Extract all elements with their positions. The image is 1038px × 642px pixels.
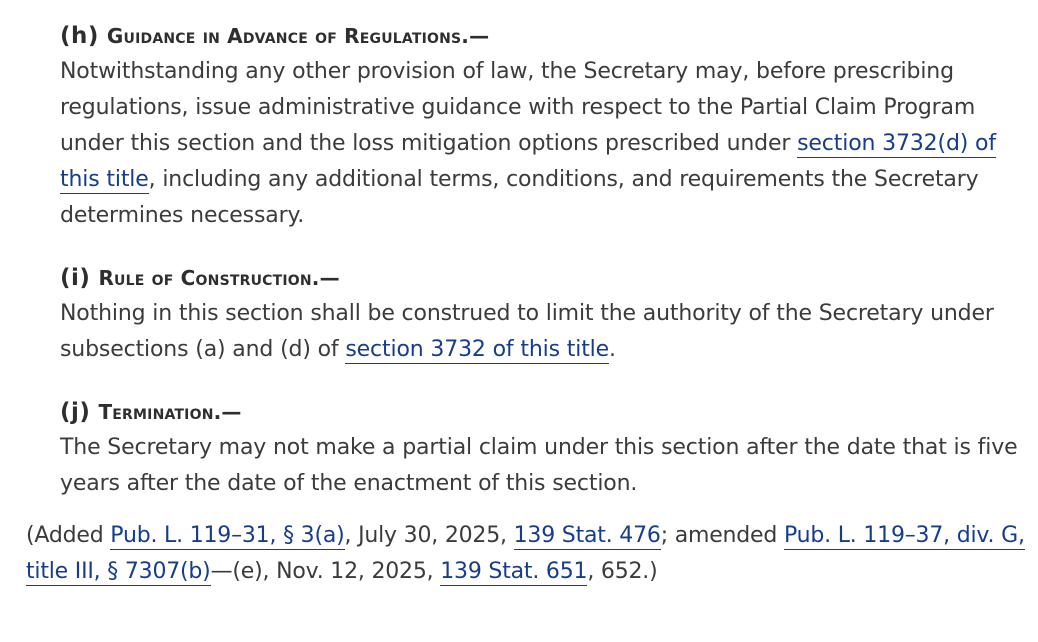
subsection-i-heading: [60, 260, 1030, 296]
source-note-part4: —(e), Nov. 12, 2025,: [210, 559, 441, 584]
subsection-j-heading: [60, 394, 1030, 430]
subsection-i: [60, 260, 1030, 368]
source-note-part2: , July 30, 2025,: [344, 523, 514, 548]
subsection-j-number: (j): [60, 399, 91, 425]
link-section-3732d[interactable]: section 3732(d) of this title: [60, 131, 996, 192]
subsection-i-number: (i): [60, 265, 91, 291]
subsection-h-number: (h): [60, 23, 99, 49]
subsection-i-text-part2: .: [609, 337, 616, 362]
subsection-i-text-part1: Nothing in this section shall be construed to limit the authority of the Secretary under subsections (a) and (d) of: [60, 301, 994, 362]
source-note-part5: , 652.): [587, 559, 658, 584]
link-section-3732[interactable]: section 3732 of this title: [345, 337, 610, 362]
source-note-part3: ; amended: [660, 523, 784, 548]
subsection-h: [60, 18, 1030, 234]
subsection-j: [60, 394, 1030, 502]
source-note-part1: (Added: [26, 523, 111, 548]
subsection-h-heading: [60, 18, 1030, 54]
link-pub-l-119-31[interactable]: Pub. L. 119–31, § 3(a): [110, 523, 345, 548]
subsection-h-text: [60, 54, 1030, 234]
subsection-h-text-part1: Notwithstanding any other provision of law, the Secretary may, before prescribing regulations, issue administrative guidance with respect to the Partial Claim Program under this section and the loss mitigation options prescribed under: [60, 59, 976, 156]
subsection-i-title: Rule of Construction.—: [98, 266, 340, 290]
link-pub-l-119-37[interactable]: Pub. L. 119–37, div. G, title III, § 7307(b): [26, 523, 1025, 584]
subsection-h-text-part2: , including any additional terms, conditions, and requirements the Secretary determines necessary.: [60, 167, 979, 228]
link-139-stat-476[interactable]: 139 Stat. 476: [513, 523, 661, 548]
subsection-j-text: [60, 430, 1030, 502]
subsection-i-text: [60, 296, 1030, 368]
subsection-j-text-part1: The Secretary may not make a partial claim under this section after the date that is five years after the date of the enactment of this section.: [60, 435, 1018, 496]
subsection-h-title: Guidance in Advance of Regulations.—: [106, 24, 490, 48]
subsection-j-title: Termination.—: [98, 400, 242, 424]
source-credit-note: [26, 518, 1034, 590]
link-139-stat-651[interactable]: 139 Stat. 651: [440, 559, 588, 584]
